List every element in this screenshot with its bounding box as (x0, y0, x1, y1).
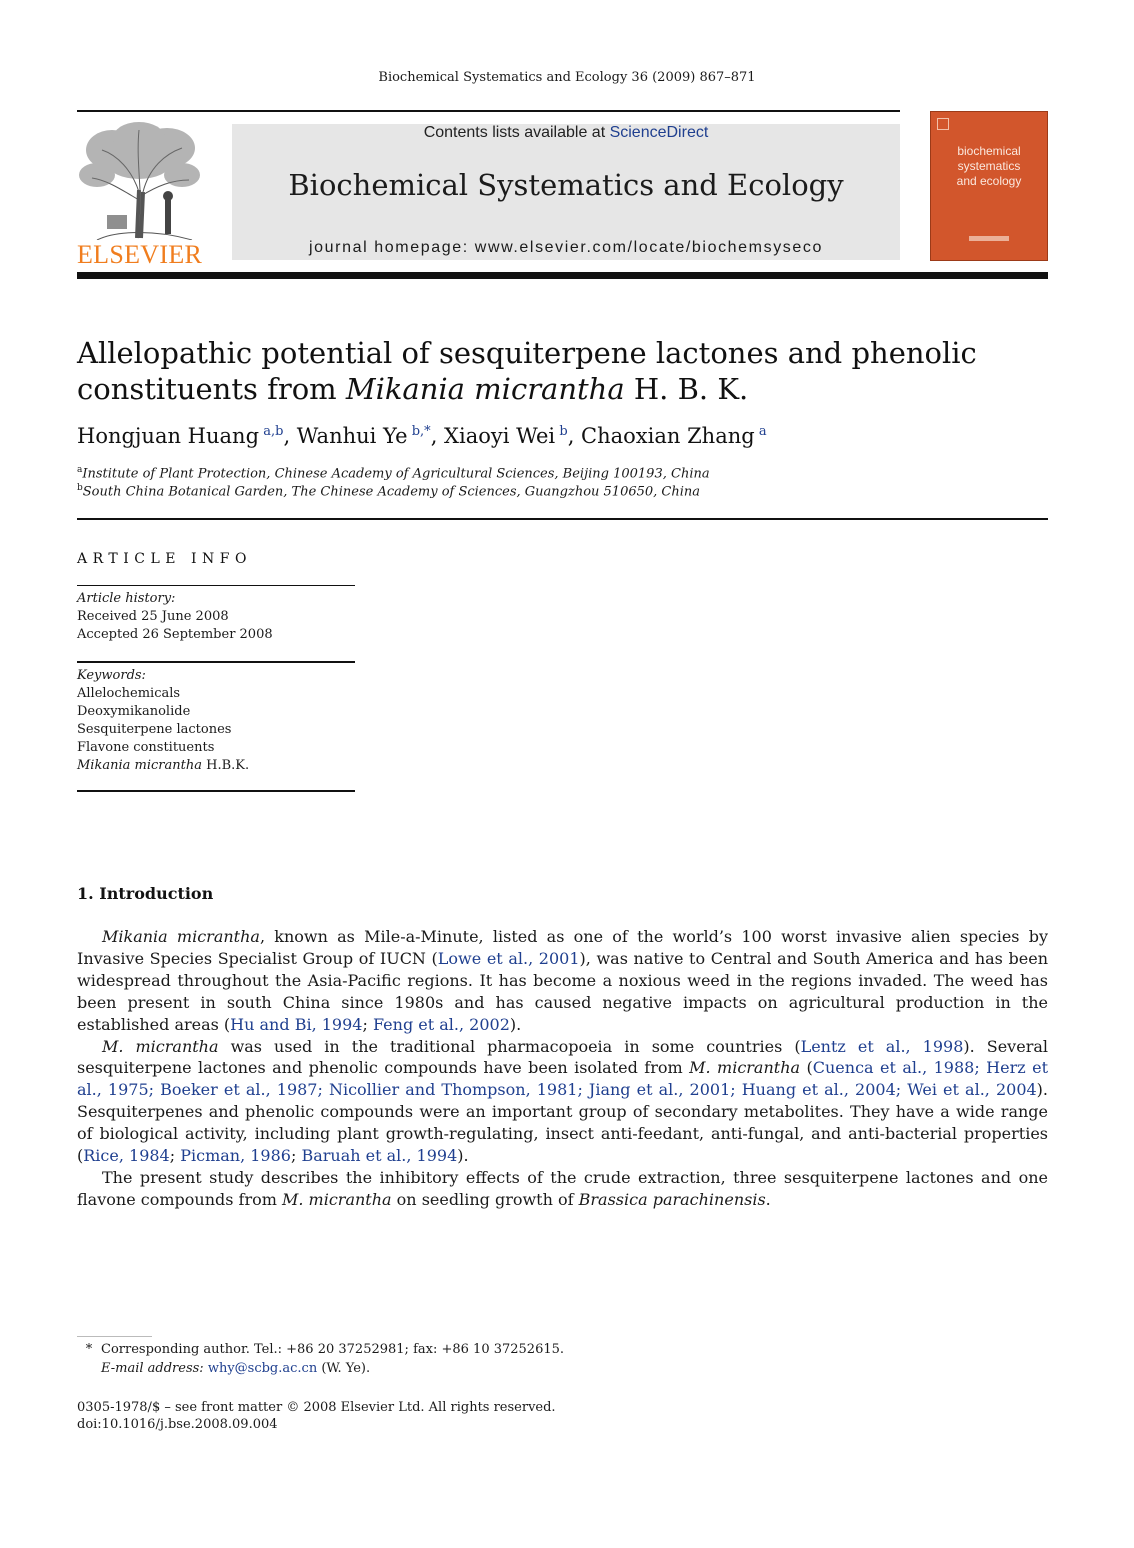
cover-title-line: and ecology (956, 174, 1022, 188)
cover-publisher-mark-icon (969, 236, 1009, 241)
author-list (77, 424, 1048, 448)
author-separator: , (283, 424, 297, 448)
author-affiliation-link[interactable]: b (559, 424, 568, 439)
italic-term: M. micrantha (282, 1189, 392, 1209)
section-rule (77, 518, 1048, 520)
author-name: Hongjuan Huang (77, 424, 260, 448)
email-label: E-mail address: (101, 1361, 208, 1376)
author-name: Wanhui Ye (296, 424, 408, 448)
author-affiliation-link[interactable]: b,* (411, 424, 431, 439)
journal-name: Biochemical Systematics and Ecology (288, 168, 844, 202)
text-run: on seedling growth of (391, 1189, 579, 1209)
text-run: ). Sesquiterpenes and phenolic compounds were an important group of secondary metabolites. They have a wide range of biological activity, including plant growth-regulating, insect anti-feedant, anti-fungal, and anti-bacterial properties ( (77, 1080, 1048, 1166)
keyword-item: Flavone constituents (77, 740, 215, 755)
contents-prefix: Contents lists available at (423, 124, 610, 141)
article-history (77, 590, 357, 644)
text-run: ). (457, 1146, 469, 1166)
italic-term: Mikania micrantha (102, 927, 260, 946)
cover-logo-icon (937, 118, 949, 130)
keyword-item: Deoxymikanolide (77, 704, 191, 719)
article-info-rule (77, 790, 355, 792)
author-affiliation-link[interactable]: a (758, 424, 767, 439)
citation-link[interactable]: Lentz et al., 1998 (800, 1036, 964, 1056)
title-line-1: Allelopathic potential of sesquiterpene lactones and phenolic (77, 336, 977, 370)
cover-title-line: biochemical (957, 144, 1021, 158)
italic-term: M. micrantha (102, 1036, 219, 1056)
text-run: ; (169, 1146, 181, 1166)
text-run: ; (290, 1146, 302, 1166)
article-info-rule (77, 661, 355, 663)
citation-link[interactable]: Cuenca et al., 1988; Herz et al., 1975; Boeker et al., 1987; Nicollier and Thompson, 1981; Jiang et al., 2001; Huang et al., 2004; Wei et al., 2004 (77, 1058, 1049, 1100)
email-suffix: (W. Ye). (317, 1361, 371, 1376)
doi-line: doi:10.1016/j.bse.2008.09.004 (77, 1417, 278, 1432)
paragraph-1 (77, 926, 1048, 1036)
journal-cover-image (930, 111, 1048, 261)
text-run: ), was native to Central and South America and has been widespread throughout the Asia-Pacific regions. It has become a noxious weed in the regions invaded. The weed has been present in south China since 1980s and has caused negative impacts on agricultural production in the established areas ( (77, 948, 1049, 1034)
corresponding-author-note (77, 1342, 777, 1357)
email-note (77, 1361, 801, 1376)
italic-term: Brassica parachinensis (578, 1189, 766, 1209)
title-text: H. B. K. (624, 372, 749, 406)
journal-homepage[interactable]: journal homepage: www.elsevier.com/locate/biochemsyseco (309, 239, 823, 256)
issn-line: 0305-1978/$ – see front matter © 2008 Elsevier Ltd. All rights reserved. (77, 1400, 556, 1415)
article-info-rule (77, 585, 355, 586)
affiliation-text: Institute of Plant Protection, Chinese Academy of Agricultural Sciences, Beijing 100193, China (82, 466, 710, 482)
cover-title-line: systematics (957, 159, 1021, 173)
citation-link[interactable]: Lowe et al., 2001 (437, 948, 580, 968)
introduction-body (77, 926, 1048, 1211)
header-thick-rule (77, 272, 1048, 279)
footnote-star: * (85, 1342, 93, 1357)
paragraph-2 (77, 1036, 1048, 1167)
received-date: Received 25 June 2008 (77, 609, 229, 624)
text-run: ( (800, 1058, 813, 1078)
title-text: constituents from (77, 372, 346, 406)
author-separator: , (430, 424, 445, 448)
author-affiliation-link[interactable]: a,b (263, 424, 284, 439)
paragraph-3 (77, 1167, 1048, 1211)
history-label: Article history: (77, 591, 176, 606)
title-line-2 (77, 371, 977, 407)
contents-line (232, 124, 900, 142)
accepted-date: Accepted 26 September 2008 (77, 627, 273, 642)
citation-link[interactable]: Feng et al., 2002 (372, 1014, 510, 1034)
author-separator: , (567, 424, 582, 448)
keywords-block (77, 667, 357, 775)
italic-term: M. micrantha (689, 1058, 801, 1078)
citation-link[interactable]: Baruah et al., 1994 (301, 1146, 458, 1166)
elsevier-logo-text: ELSEVIER (77, 240, 203, 269)
keyword-item (77, 757, 357, 775)
text-run: . (765, 1189, 771, 1209)
affiliation-text: South China Botanical Garden, The Chinese Academy of Sciences, Guangzhou 510650, China (82, 484, 701, 500)
text-run: , known as Mile-a-Minute, listed as one of the world’s 100 worst invasive alien species by Invasive Species Specialist Group of IUCN ( (77, 927, 1049, 968)
affiliation-mark: a (77, 465, 83, 475)
article-title (77, 335, 977, 407)
author-name: Xiaoyi Wei (444, 424, 556, 448)
text-run: The present study describes the inhibitory effects of the crude extraction, three sesquiterpene lactones and one flavone compounds from (77, 1167, 1048, 1209)
text-run: ; (362, 1014, 373, 1034)
citation-link[interactable]: Hu and Bi, 1994 (230, 1014, 363, 1034)
section-heading: 1. Introduction (77, 884, 214, 903)
keyword-text: H.B.K. (201, 758, 250, 773)
keywords-label: Keywords: (77, 668, 146, 683)
cover-title (931, 144, 1047, 189)
text-run: ). Several sesquiterpene lactones and phenolic compounds have been isolated from (77, 1036, 1048, 1078)
corresponding-text: Corresponding author. Tel.: +86 20 37252981; fax: +86 10 37252615. (101, 1342, 565, 1357)
text-run: ). (509, 1014, 522, 1034)
keyword-item: Sesquiterpene lactones (77, 722, 232, 737)
footnote-rule (77, 1336, 152, 1337)
keyword-species: Mikania micrantha (77, 758, 202, 773)
article-info-heading: ARTICLE INFO (77, 551, 252, 567)
affiliation-mark: b (77, 483, 83, 493)
text-run: was used in the traditional pharmacopoeia in some countries ( (218, 1036, 801, 1056)
journal-citation: Biochemical Systematics and Ecology 36 (2009) 867–871 (378, 70, 756, 85)
email-link[interactable]: why@scbg.ac.cn (207, 1361, 318, 1376)
keyword-item: Allelochemicals (77, 686, 181, 701)
citation-link[interactable]: Rice, 1984 (83, 1146, 170, 1166)
affiliation-b (77, 483, 1048, 499)
title-species: Mikania micrantha (345, 372, 625, 406)
header-rule (77, 110, 900, 112)
author-name: Chaoxian Zhang (581, 424, 755, 448)
sciencedirect-link[interactable]: ScienceDirect (609, 124, 709, 141)
affiliation-a (77, 465, 1048, 481)
citation-link[interactable]: Picman, 1986 (180, 1146, 291, 1166)
